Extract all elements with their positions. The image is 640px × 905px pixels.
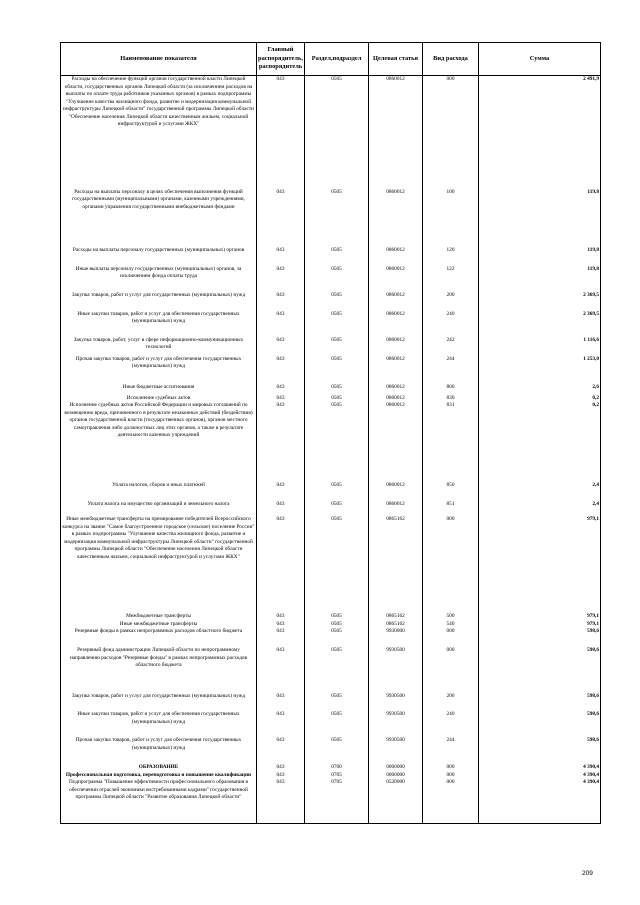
cell-target: 0860012 (369, 266, 423, 292)
cell-section: 0505 (305, 395, 369, 403)
header-section: Раздел,подраздел (305, 43, 369, 76)
cell-target: 0860012 (369, 189, 423, 247)
cell-expense-type: 244 (423, 356, 479, 384)
table-row (61, 711, 601, 737)
cell-name: Иные закупки товаров, работ и услуг для обеспечения государственных (муниципальных) нужд (61, 311, 257, 337)
cell-name: Иные выплаты персоналу государственных (муниципальных) органов, за исключением фонда оплаты труда (61, 266, 257, 292)
cell-admin: 043 (257, 516, 305, 613)
cell-target: 0865162 (369, 516, 423, 613)
cell-expense-type: 000 (423, 76, 479, 189)
cell-section: 0505 (305, 621, 369, 629)
table-row (61, 189, 601, 247)
cell-name: Закупка товаров, работ и услуг для государственных (муниципальных) нужд (61, 292, 257, 311)
cell-expense-type: 240 (423, 711, 479, 737)
table-row (61, 779, 601, 823)
cell-admin: 043 (257, 189, 305, 247)
cell-admin: 043 (257, 76, 305, 189)
cell-sum: 1 116,6 (479, 337, 601, 356)
cell-section: 0505 (305, 189, 369, 247)
cell-section: 0505 (305, 501, 369, 516)
cell-section: 0505 (305, 266, 369, 292)
cell-expense-type: 850 (423, 482, 479, 501)
cell-section: 0505 (305, 711, 369, 737)
cell-expense-type: 000 (423, 772, 479, 780)
cell-name: Уплата налога на имущество организаций и земельного налога (61, 501, 257, 516)
cell-admin: 043 (257, 402, 305, 482)
cell-expense-type: 000 (423, 779, 479, 823)
cell-sum: 2,4 (479, 482, 601, 501)
table-row (61, 516, 601, 613)
cell-admin: 043 (257, 647, 305, 693)
cell-sum: 119,8 (479, 189, 601, 247)
header-sum: Сумма (479, 43, 601, 76)
cell-target: 0860012 (369, 292, 423, 311)
cell-target: 0860012 (369, 402, 423, 482)
cell-expense-type: 122 (423, 266, 479, 292)
cell-name: Профессиональная подготовка, переподготовка и повышение квалификации (61, 772, 257, 780)
cell-admin: 043 (257, 621, 305, 629)
cell-admin: 043 (257, 764, 305, 772)
cell-name: Расходы на выплаты персоналу государственных (муниципальных) органов (61, 247, 257, 266)
cell-sum: 598,6 (479, 711, 601, 737)
cell-section: 0505 (305, 647, 369, 693)
cell-admin: 043 (257, 711, 305, 737)
cell-section: 0505 (305, 402, 369, 482)
cell-target: 0860012 (369, 311, 423, 337)
cell-expense-type: 120 (423, 247, 479, 266)
cell-name: Иные межбюджетные трансферты на премирование победителей Всероссийского конкурса на звание "Самое благоустроенное городское (сельское) поселение России" в рамках подпрограммы "Улучшение качества жилищного фонда, развитие и модернизация коммунальной инфраструктуры Липецкой области" государственной программы Липецкой области "Обеспечение населения Липецкой области качественным жильем, социальной инфраструктурой и услугами ЖКХ" (61, 516, 257, 613)
cell-name: ОБРАЗОВАНИЕ (61, 764, 257, 772)
cell-section: 0705 (305, 772, 369, 780)
cell-sum: 2,4 (479, 501, 601, 516)
cell-section: 0700 (305, 764, 369, 772)
cell-admin: 043 (257, 247, 305, 266)
cell-expense-type: 242 (423, 337, 479, 356)
cell-section: 0505 (305, 613, 369, 621)
cell-sum: 598,6 (479, 628, 601, 647)
cell-name: Резервный фонд администрации Липецкой области по непрограммному направлению расходов "Резервные фонды" в рамках непрограммных расходов областного бюджета (61, 647, 257, 693)
cell-sum: 4 390,4 (479, 779, 601, 823)
cell-name: Прочая закупка товаров, работ и услуг для обеспечения государственных (муниципальных) нужд (61, 737, 257, 764)
cell-sum: 598,6 (479, 647, 601, 693)
cell-target: 0860012 (369, 247, 423, 266)
cell-admin: 043 (257, 266, 305, 292)
cell-target: 0000000 (369, 764, 423, 772)
cell-sum: 979,1 (479, 621, 601, 629)
table-row (61, 266, 601, 292)
table-row (61, 482, 601, 501)
cell-admin: 043 (257, 337, 305, 356)
cell-section: 0505 (305, 311, 369, 337)
header-admin: Главный распорядитель, распорядитель (257, 43, 305, 76)
cell-sum: 2 369,5 (479, 311, 601, 337)
table-row (61, 76, 601, 189)
table-row (61, 337, 601, 356)
cell-name: Межбюджетные трансферты (61, 613, 257, 621)
table-row (61, 292, 601, 311)
cell-expense-type: 000 (423, 628, 479, 647)
header-name: Наименование показателя (61, 43, 257, 76)
table-row (61, 501, 601, 516)
cell-expense-type: 831 (423, 402, 479, 482)
header-target: Целевая статья (369, 43, 423, 76)
cell-target: 9930500 (369, 737, 423, 764)
cell-sum: 598,6 (479, 737, 601, 764)
cell-expense-type: 200 (423, 693, 479, 711)
cell-sum: 4 390,4 (479, 764, 601, 772)
cell-admin: 043 (257, 311, 305, 337)
table-row (61, 402, 601, 482)
cell-target: 0865162 (369, 613, 423, 621)
budget-table (60, 42, 601, 824)
cell-sum: 0,2 (479, 402, 601, 482)
cell-expense-type: 000 (423, 516, 479, 613)
cell-sum: 979,1 (479, 516, 601, 613)
table-row (61, 764, 601, 772)
cell-name: Резервные фонды в рамках непрограммных расходов областного бюджета (61, 628, 257, 647)
cell-expense-type: 244 (423, 737, 479, 764)
cell-name: Исполнение судебных актов (61, 395, 257, 403)
cell-expense-type: 800 (423, 384, 479, 395)
cell-target: 0860012 (369, 501, 423, 516)
cell-section: 0505 (305, 356, 369, 384)
cell-admin: 043 (257, 292, 305, 311)
table-row (61, 772, 601, 780)
cell-expense-type: 100 (423, 189, 479, 247)
table-row (61, 621, 601, 629)
cell-admin: 043 (257, 482, 305, 501)
table-row (61, 737, 601, 764)
cell-target: 0865162 (369, 621, 423, 629)
table-body (61, 76, 601, 824)
cell-expense-type: 000 (423, 647, 479, 693)
cell-sum: 2 491,9 (479, 76, 601, 189)
cell-sum: 1 253,0 (479, 356, 601, 384)
cell-admin: 043 (257, 501, 305, 516)
cell-expense-type: 200 (423, 292, 479, 311)
cell-section: 0505 (305, 693, 369, 711)
table-row (61, 647, 601, 693)
cell-admin: 043 (257, 384, 305, 395)
cell-target: 0520000 (369, 779, 423, 823)
cell-target: 0860012 (369, 356, 423, 384)
cell-section: 0505 (305, 337, 369, 356)
cell-name: Уплата налогов, сборов и иных платежей (61, 482, 257, 501)
cell-sum: 4 390,4 (479, 772, 601, 780)
cell-expense-type: 830 (423, 395, 479, 403)
cell-sum: 598,6 (479, 693, 601, 711)
page-number: 209 (582, 870, 593, 877)
cell-name: Закупка товаров, работ, услуг в сфере информационно-коммуникационных технологий (61, 337, 257, 356)
cell-section: 0505 (305, 516, 369, 613)
table-row (61, 311, 601, 337)
cell-target: 0860012 (369, 337, 423, 356)
cell-admin: 043 (257, 395, 305, 403)
cell-name: Расходы на обеспечение функций органов государственной власти Липецкой области, государственных органов Липецкой области (за исключением расходов на выплаты по оплате труда работников указанных органов) в рамках подпрограммы "Улучшение качества жилищного фонда, развитие и модернизация коммунальной инфраструктуры Липецкой области" государственной программы Липецкой области "Обеспечение населения Липецкой области качественным жильем, социальной инфраструктурой и услугами ЖКХ" (61, 76, 257, 189)
cell-target: 0000000 (369, 772, 423, 780)
table-row (61, 395, 601, 403)
cell-section: 0505 (305, 247, 369, 266)
cell-section: 0705 (305, 779, 369, 823)
cell-section: 0505 (305, 384, 369, 395)
table-row (61, 247, 601, 266)
cell-section: 0505 (305, 292, 369, 311)
cell-name: Закупка товаров, работ и услуг для государственных (муниципальных) нужд (61, 693, 257, 711)
cell-section: 0505 (305, 76, 369, 189)
cell-admin: 043 (257, 693, 305, 711)
cell-sum: 119,8 (479, 247, 601, 266)
table-row (61, 384, 601, 395)
cell-target: 0860012 (369, 482, 423, 501)
cell-name: Иные межбюджетные трансферты (61, 621, 257, 629)
table-row (61, 356, 601, 384)
table-row (61, 693, 601, 711)
cell-section: 0505 (305, 628, 369, 647)
cell-name: Исполнение судебных актов Российской Федерации и мировых соглашений по возмещению вреда, причиненного в результате незаконных действий (бездействия) органов государственной власти (государственных органов), органов местного самоуправления либо должностных лиц этих органов, а также в результате деятельности казенных учреждений (61, 402, 257, 482)
cell-name: Иные бюджетные ассигнования (61, 384, 257, 395)
cell-admin: 043 (257, 772, 305, 780)
cell-sum: 2,6 (479, 384, 601, 395)
cell-expense-type: 240 (423, 311, 479, 337)
cell-section: 0505 (305, 482, 369, 501)
table-row (61, 613, 601, 621)
cell-name: Иные закупки товаров, работ и услуг для обеспечения государственных (муниципальных) нужд (61, 711, 257, 737)
cell-name: Расходы на выплаты персоналу в целях обеспечения выполнения функций государственными (муниципальными) органами, казенными учреждениями, органами управления государственными внебюджетными фондами (61, 189, 257, 247)
cell-target: 0860012 (369, 384, 423, 395)
cell-section: 0505 (305, 737, 369, 764)
cell-target: 0860012 (369, 76, 423, 189)
cell-name: Подпрограмма "Повышение эффективности профессионального образования в обеспечении отраслей экономики востребованными кадрами" государственной программы Липецкой области "Развитие образования Липецкой области" (61, 779, 257, 823)
cell-expense-type: 540 (423, 621, 479, 629)
cell-sum: 119,8 (479, 266, 601, 292)
cell-sum: 979,1 (479, 613, 601, 621)
cell-target: 9930500 (369, 693, 423, 711)
cell-admin: 043 (257, 628, 305, 647)
cell-expense-type: 000 (423, 764, 479, 772)
cell-admin: 043 (257, 613, 305, 621)
cell-admin: 043 (257, 779, 305, 823)
cell-expense-type: 851 (423, 501, 479, 516)
cell-sum: 2 369,5 (479, 292, 601, 311)
table-row (61, 628, 601, 647)
cell-name: Прочая закупка товаров, работ и услуг для обеспечения государственных (муниципальных) нужд (61, 356, 257, 384)
cell-admin: 043 (257, 737, 305, 764)
cell-target: 9930000 (369, 628, 423, 647)
cell-admin: 043 (257, 356, 305, 384)
cell-target: 9930500 (369, 647, 423, 693)
cell-target: 0860012 (369, 395, 423, 403)
cell-target: 9930500 (369, 711, 423, 737)
cell-sum: 0,2 (479, 395, 601, 403)
header-expense-type: Вид расхода (423, 43, 479, 76)
table-header-row (61, 43, 601, 76)
cell-expense-type: 500 (423, 613, 479, 621)
